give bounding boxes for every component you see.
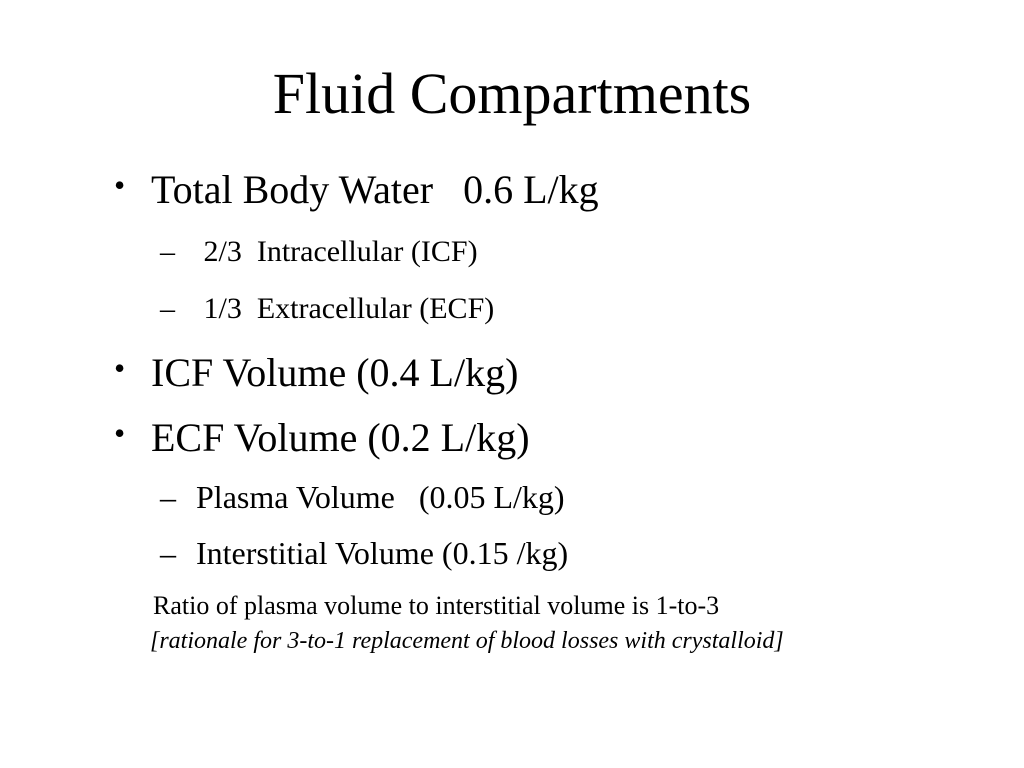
sub-bullet-marker: – (160, 535, 176, 571)
sub-bullet-text: 1/3 Extracellular (ECF) (196, 292, 495, 325)
ratio-note: Ratio of plasma volume to interstitial volume is 1-to-3 (153, 591, 720, 620)
bullet-text: ECF Volume (0.2 L/kg) (151, 415, 530, 460)
sub-bullet-text: Plasma Volume (0.05 L/kg) (196, 479, 565, 515)
sub-bullet-text: 2/3 Intracellular (ICF) (196, 235, 478, 268)
sub-bullet-marker: – (160, 479, 176, 515)
bullet-marker: • (114, 350, 126, 386)
bullet-text: Total Body Water 0.6 L/kg (151, 167, 599, 212)
sub-bullet-marker: – (160, 235, 175, 268)
bullet-text: ICF Volume (0.4 L/kg) (151, 350, 519, 395)
bullet-marker: • (114, 415, 126, 451)
bullet-marker: • (114, 167, 126, 203)
sub-bullet-marker: – (160, 292, 175, 325)
slide-title: Fluid Compartments (272, 61, 752, 126)
sub-bullet-text: Interstitial Volume (0.15 /kg) (196, 535, 569, 571)
rationale-note: [rationale for 3-to-1 replacement of blood losses with crystalloid] (150, 628, 784, 654)
